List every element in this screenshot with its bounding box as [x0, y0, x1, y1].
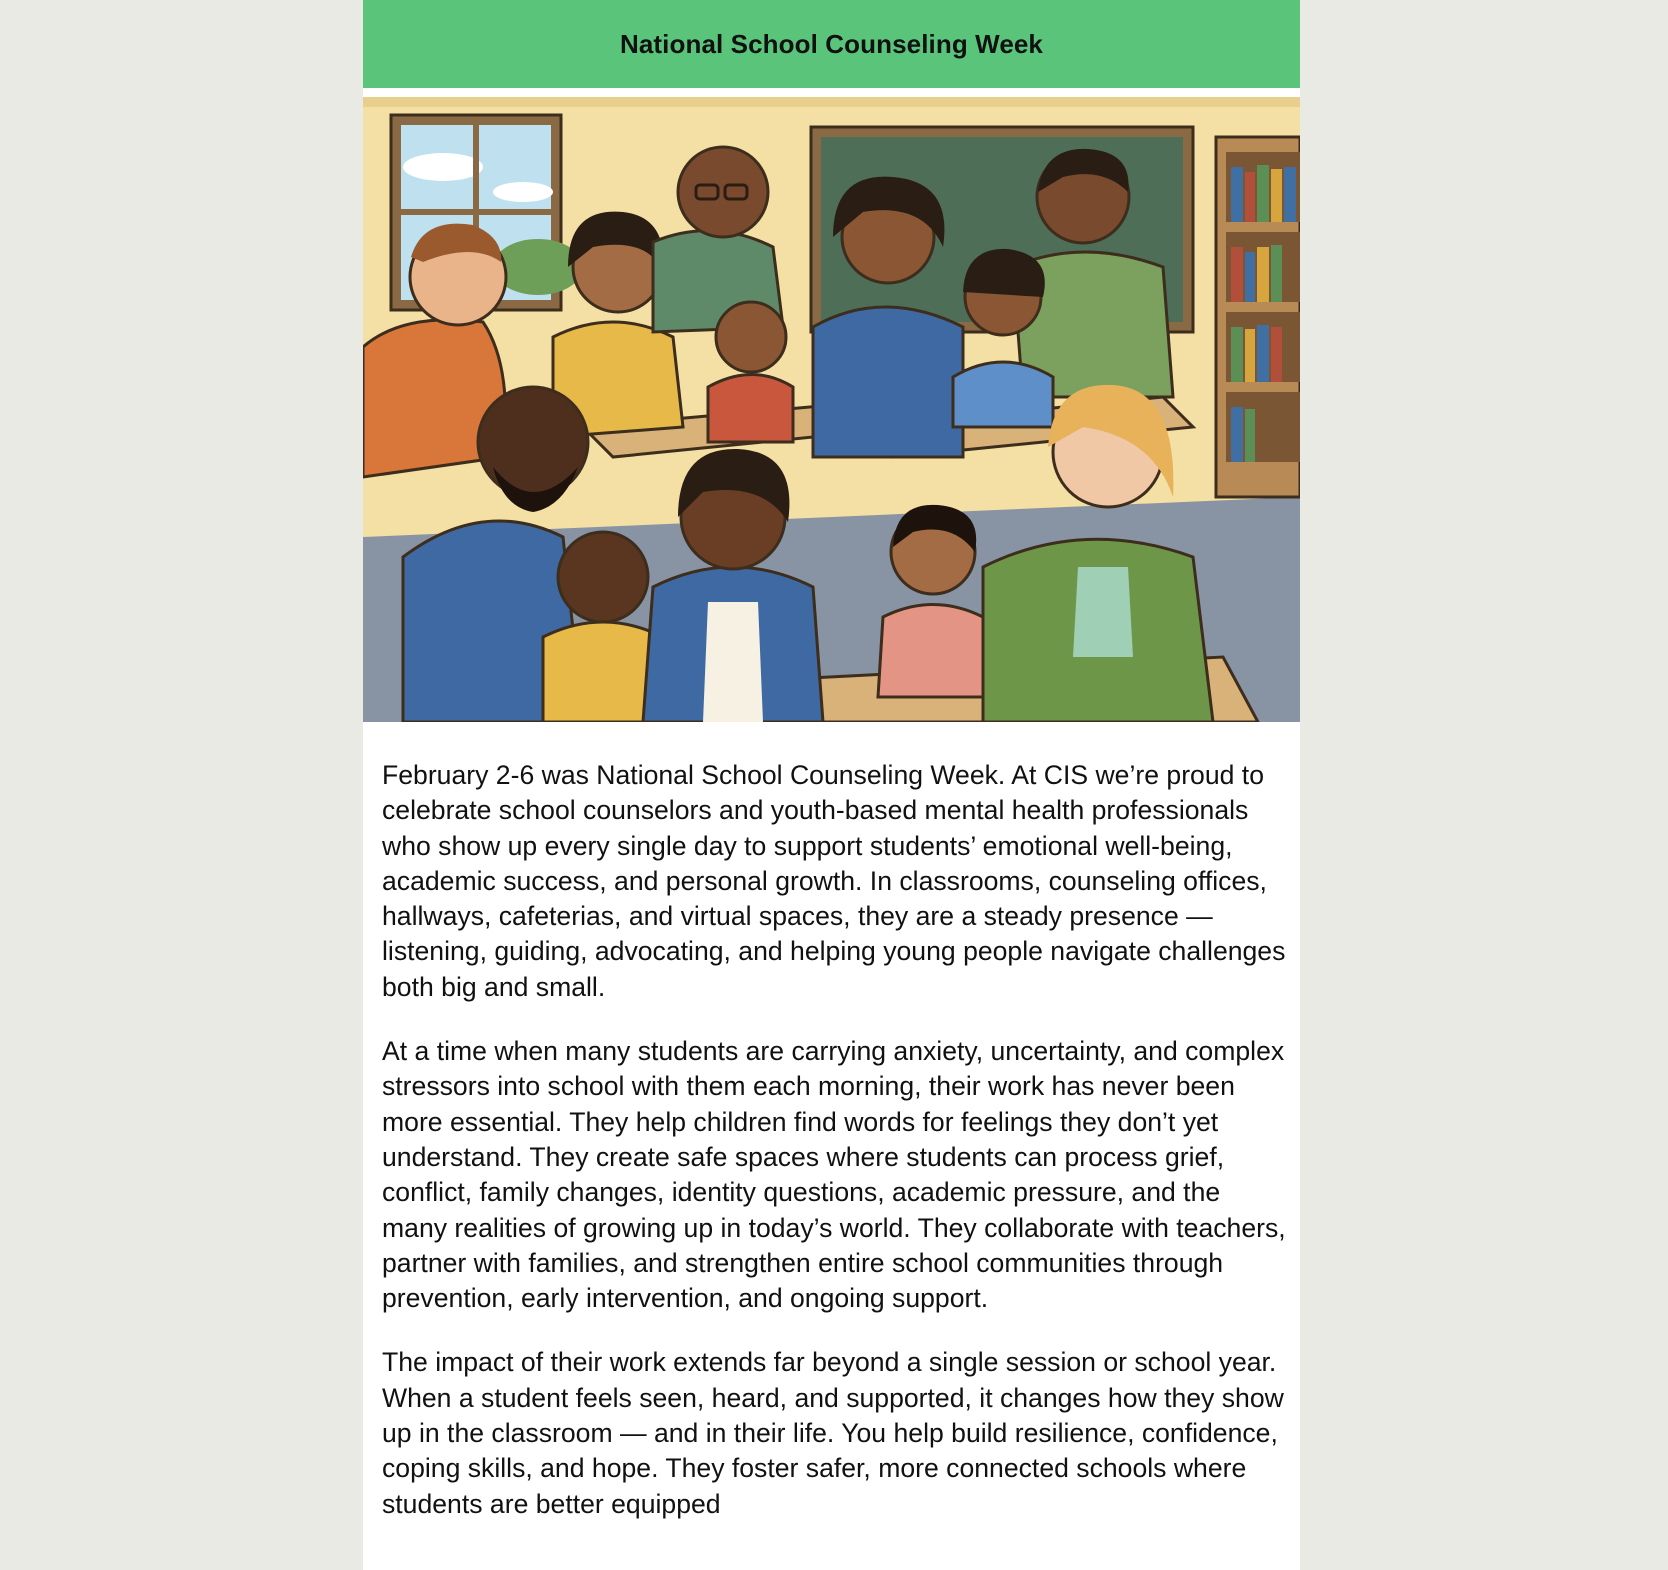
ceiling-edge — [363, 97, 1300, 107]
paragraph-1: February 2-6 was National School Counseling Week. At CIS we’re proud to celebrate school counselors and youth-based mental health professionals who show up every single day to support students’ emotional well-being, academic success, and personal growth. In classrooms, counseling offices, hallways, cafeterias, and virtual spaces, they are a steady presence — listening, guiding, advocating, and helping young people navigate challenges both big and small. — [382, 760, 1286, 1002]
header-banner — [363, 0, 1300, 88]
page-title: National School Counseling Week — [619, 28, 1043, 59]
article-body — [382, 758, 1287, 1551]
classroom-illustration — [363, 97, 1300, 722]
paragraph-3: The impact of their work extends far beyond a single session or school year. When a student feels seen, heard, and supported, it changes how they show up in the classroom — and in their life. You help build resilience, confidence, coping skills, and hope. They foster safer, more connected schools where students are better equipped — [382, 1347, 1284, 1519]
paragraph-2: At a time when many students are carrying anxiety, uncertainty, and complex stressors into school with them each morning, their work has never been more essential. They help children find words for feelings they don’t yet understand. They create safe spaces where students can process grief, conflict, family changes, identity questions, academic pressure, and the many realities of growing up in today’s world. They collaborate with teachers, partner with families, and strengthen entire school communities through prevention, early intervention, and ongoing support. — [382, 1036, 1286, 1314]
newsletter-page — [363, 0, 1300, 1570]
hero-illustration — [363, 97, 1300, 722]
bookshelf — [1216, 137, 1300, 497]
person-blue-blazer — [813, 177, 963, 457]
